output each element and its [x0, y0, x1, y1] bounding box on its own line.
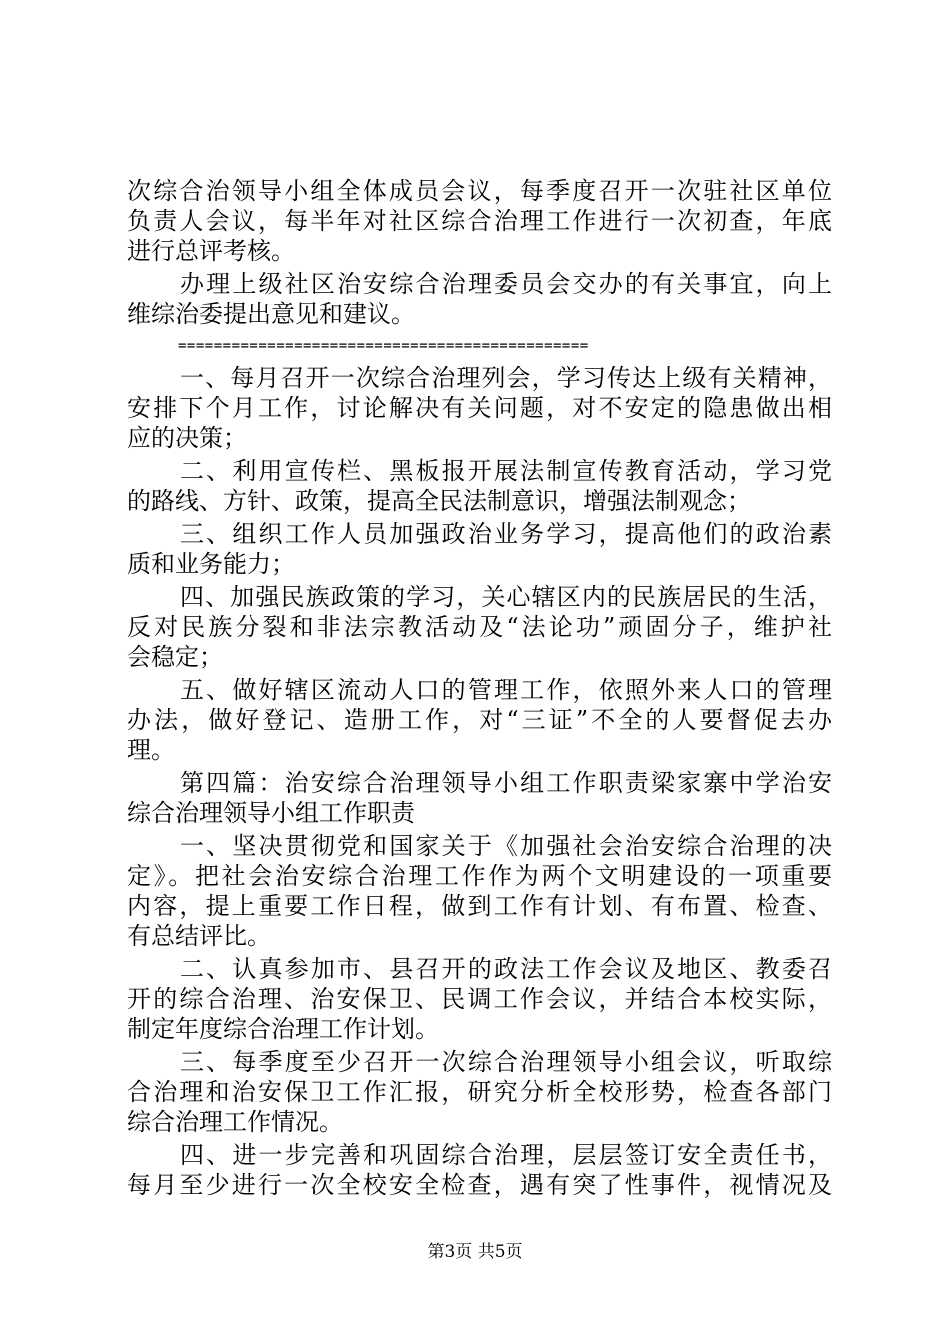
text-line: 开的综合治理、治安保卫、民调工作会议，并结合本校实际，: [127, 985, 832, 1013]
page-number-footer: 第3页 共5页: [427, 1242, 523, 1262]
text-line: 合治理和治安保卫工作汇报，研究分析全校形势，检查各部门: [127, 1078, 832, 1106]
text-line: 制定年度综合治理工作计划。: [127, 1015, 439, 1043]
text-line: 有总结评比。: [127, 922, 271, 950]
text-line: 一、坚决贯彻党和国家关于《加强社会治安综合治理的决: [180, 832, 832, 860]
text-line: 的路线、方针、政策，提高全民法制意识，增强法制观念；: [127, 487, 751, 515]
text-line: 定》。把社会治安综合治理工作作为两个文明建设的一项重要: [127, 862, 832, 890]
separator-line: ==============================================: [178, 338, 589, 354]
text-line: 综合治理领导小组工作职责: [127, 799, 415, 827]
text-line: 四、加强民族政策的学习，关心辖区内的民族居民的生活，: [180, 583, 832, 611]
text-line: 质和业务能力；: [127, 550, 295, 578]
text-line: 安排下个月工作，讨论解决有关问题，对不安定的隐患做出相: [127, 394, 832, 422]
text-line: 进行总评考核。: [127, 237, 295, 265]
text-line: 一、每月召开一次综合治理列会，学习传达上级有关精神，: [180, 364, 832, 392]
text-line: 二、利用宣传栏、黑板报开展法制宣传教育活动，学习党: [180, 457, 832, 485]
text-line: 内容，提上重要工作日程，做到工作有计划、有布置、检查、: [127, 892, 832, 920]
text-line: 次综合治领导小组全体成员会议，每季度召开一次驻社区单位: [127, 177, 832, 205]
text-line: 二、认真参加市、县召开的政法工作会议及地区、教委召: [180, 955, 832, 983]
text-line: 第四篇：治安综合治理领导小组工作职责梁家寨中学治安: [180, 769, 832, 797]
text-line: 五、做好辖区流动人口的管理工作，依照外来人口的管理: [180, 676, 832, 704]
text-line: 负责人会议，每半年对社区综合治理工作进行一次初查，年底: [127, 207, 832, 235]
text-line: 三、每季度至少召开一次综合治理领导小组会议，听取综: [180, 1048, 832, 1076]
text-line: 会稳定；: [127, 643, 223, 671]
text-line: 四、进一步完善和巩固综合治理，层层签订安全责任书，: [180, 1141, 832, 1169]
text-line: 反对民族分裂和非法宗教活动及“法论功”顽固分子，维护社: [127, 613, 832, 641]
text-line: 每月至少进行一次全校安全检查，遇有突了性事件，视情况及: [127, 1171, 832, 1199]
text-line: 维综治委提出意见和建议。: [127, 300, 415, 328]
text-line: 理。: [127, 736, 175, 764]
text-line: 综合治理工作情况。: [127, 1108, 343, 1136]
text-line: 应的决策；: [127, 424, 247, 452]
text-line: 三、组织工作人员加强政治业务学习，提高他们的政治素: [180, 520, 832, 548]
text-line: 办法，做好登记、造册工作，对“三证”不全的人要督促去办: [127, 706, 832, 734]
text-line: 办理上级社区治安综合治理委员会交办的有关事宜，向上: [180, 270, 832, 298]
